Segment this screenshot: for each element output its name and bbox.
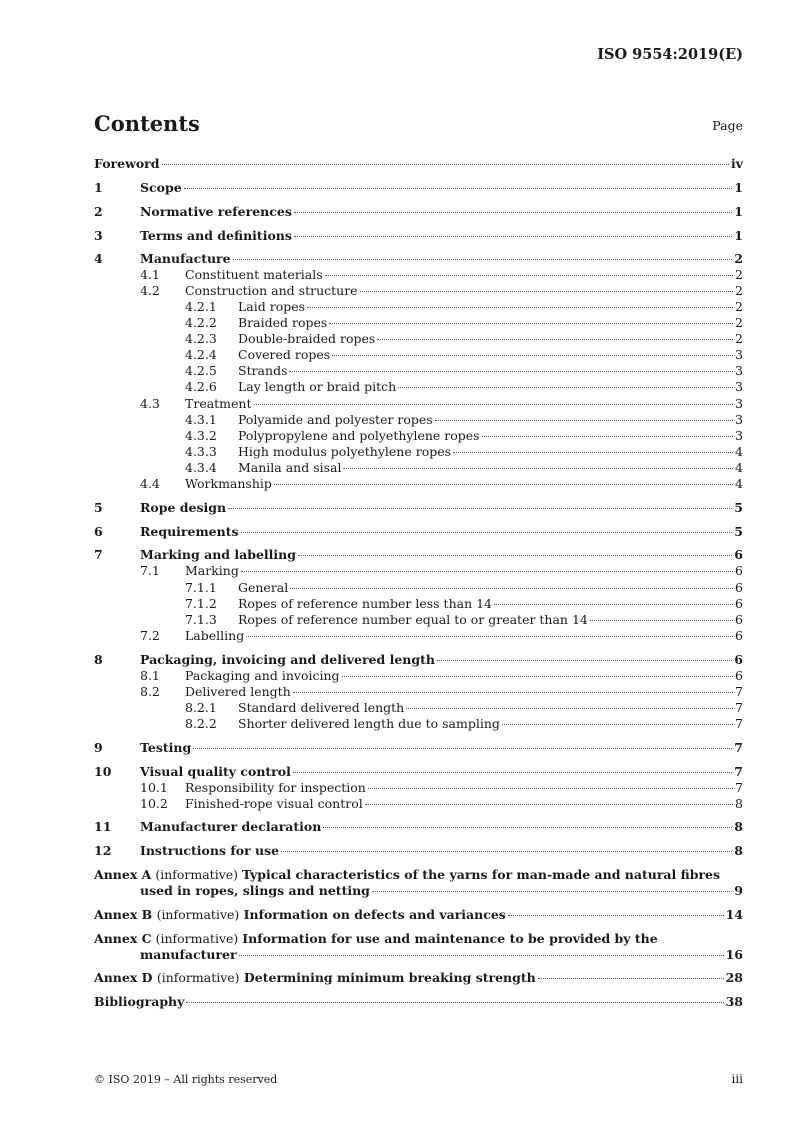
toc-number: 4.3.1: [185, 412, 217, 427]
copyright-notice: © ISO 2019 – All rights reserved: [94, 1073, 278, 1086]
toc-number: 4: [94, 251, 103, 266]
toc-number: 8.2: [140, 684, 160, 699]
toc-entry-4-2-6[interactable]: [94, 379, 743, 395]
leader-dots: [293, 692, 733, 693]
leader-dots: [590, 620, 733, 621]
toc-entry-4-3-4[interactable]: [94, 460, 743, 476]
toc-entry-10[interactable]: [94, 764, 743, 780]
leader-dots: [274, 484, 733, 485]
toc-number: 10.2: [140, 796, 168, 811]
toc-page: 7: [735, 780, 743, 795]
toc-page: 1: [734, 180, 743, 195]
toc-page: 3: [735, 428, 743, 443]
toc-number: 4.2.5: [185, 363, 217, 378]
toc-entry-4-2-4[interactable]: [94, 347, 743, 363]
toc-entry-8-2-2[interactable]: [94, 716, 743, 732]
toc-title: Polypropylene and polyethylene ropes: [238, 428, 480, 443]
leader-dots: [254, 404, 734, 405]
toc-page: 3: [735, 363, 743, 378]
leader-dots: [246, 636, 733, 637]
toc-entry-7-1[interactable]: [94, 563, 743, 579]
toc-entry-6[interactable]: [94, 524, 743, 540]
annex-title: Determining minimum breaking strength: [243, 970, 536, 985]
toc-number: 4.2.2: [185, 315, 217, 330]
annex-informative: (informative): [155, 931, 239, 946]
toc-title: High modulus polyethylene ropes: [238, 444, 452, 459]
toc-entry-12[interactable]: [94, 843, 743, 859]
toc-page: 7: [734, 764, 743, 779]
toc-entry-4-3-1[interactable]: [94, 412, 743, 428]
toc-entry-5[interactable]: [94, 500, 743, 516]
toc-number: 8.2.2: [185, 716, 217, 731]
toc-entry-9[interactable]: [94, 740, 743, 756]
leader-dots: [453, 452, 733, 453]
toc-title: Laid ropes: [238, 299, 306, 314]
toc-number: 4.3: [140, 396, 160, 411]
toc-number: 4.2.6: [185, 379, 217, 394]
toc-entry-7-1-3[interactable]: [94, 612, 743, 628]
leader-dots: [289, 371, 733, 372]
toc-entry-4-2-2[interactable]: [94, 315, 743, 331]
toc-entry-annex-a[interactable]: [94, 867, 743, 899]
leader-dots: [241, 571, 733, 572]
standard-number: ISO 9554:2019(E): [597, 46, 743, 63]
leader-dots: [398, 387, 733, 388]
toc-title: Foreword: [94, 156, 160, 171]
toc-title: Normative references: [140, 204, 292, 219]
toc-page: 6: [735, 628, 743, 643]
toc-entry-4-3-2[interactable]: [94, 428, 743, 444]
leader-dots: [162, 164, 729, 165]
toc-page: 7: [735, 716, 743, 731]
toc-title: Ropes of reference number equal to or greater than 14: [238, 612, 588, 627]
toc-page: 3: [735, 379, 743, 394]
toc-number: 7.1.1: [185, 580, 217, 595]
toc-entry-4-4[interactable]: [94, 476, 743, 492]
toc-entry-4[interactable]: [94, 251, 743, 267]
toc-title: General: [238, 580, 289, 595]
leader-dots: [293, 772, 732, 773]
leader-dots: [368, 788, 733, 789]
toc-title: Shorter delivered length due to sampling: [238, 716, 500, 731]
toc-entry-10-1[interactable]: [94, 780, 743, 796]
toc-entry-8-1[interactable]: [94, 668, 743, 684]
toc-entry-10-2[interactable]: [94, 796, 743, 812]
leader-dots: [298, 555, 732, 556]
toc-title: Ropes of reference number less than 14: [238, 596, 492, 611]
toc-title: Testing: [140, 740, 192, 755]
page-number: iii: [731, 1072, 743, 1086]
toc-page: 1: [734, 228, 743, 243]
toc-entry-4-2-1[interactable]: [94, 299, 743, 315]
toc-entry-7-1-2[interactable]: [94, 596, 743, 612]
toc-entry-annex-b[interactable]: [94, 907, 743, 923]
toc-title: Marking: [185, 563, 239, 578]
annex-prefix: Annex B: [94, 907, 153, 922]
toc-title: Marking and labelling: [140, 547, 297, 562]
toc-number: 5: [94, 500, 103, 515]
toc-page: 6: [735, 580, 743, 595]
toc-entry-2[interactable]: [94, 204, 743, 220]
annex-prefix: Annex D: [94, 970, 153, 985]
toc-page: 16: [725, 947, 743, 962]
annex-title: Information for use and maintenance to be provided by the: [242, 931, 658, 946]
toc-page: 2: [735, 331, 743, 346]
toc-number: 11: [94, 819, 112, 834]
toc-number: 7.2: [140, 628, 160, 643]
toc-entry-4-2[interactable]: [94, 283, 743, 299]
leader-dots: [307, 307, 733, 308]
toc-page: 8: [735, 796, 743, 811]
toc-number: 4.1: [140, 267, 160, 282]
leader-dots: [482, 436, 733, 437]
toc-number: 4.2.4: [185, 347, 217, 362]
toc-entry-4-3-3[interactable]: [94, 444, 743, 460]
toc-number: 2: [94, 204, 103, 219]
leader-dots: [502, 724, 733, 725]
leader-dots: [294, 236, 732, 237]
toc-entry-4-1[interactable]: [94, 267, 743, 283]
leader-dots: [323, 827, 732, 828]
toc-number: 6: [94, 524, 103, 539]
toc-number: 4.3.2: [185, 428, 217, 443]
toc-number: 4.2: [140, 283, 160, 298]
leader-dots: [325, 275, 733, 276]
toc-page: 6: [734, 652, 743, 667]
toc-page: 7: [735, 684, 743, 699]
toc-number: 4.4: [140, 476, 160, 491]
toc-title: Standard delivered length: [238, 700, 405, 715]
toc-page: 6: [735, 563, 743, 578]
toc-page: 38: [725, 994, 743, 1009]
toc-number: 4.2.3: [185, 331, 217, 346]
toc-entry-annex-d[interactable]: [94, 970, 743, 986]
toc-page: 8: [734, 843, 743, 858]
toc-title: Construction and structure: [185, 283, 358, 298]
toc-title: Manufacture: [140, 251, 231, 266]
toc-entry-foreword[interactable]: [94, 156, 743, 172]
toc-title: Responsibility for inspection: [185, 780, 366, 795]
leader-dots: [329, 323, 733, 324]
toc-page: 2: [735, 283, 743, 298]
leader-dots: [281, 851, 732, 852]
toc-entry-4-2-5[interactable]: [94, 363, 743, 379]
toc-entry-7-1-1[interactable]: [94, 580, 743, 596]
page-title: Contents: [94, 111, 200, 136]
toc-title: Bibliography: [94, 994, 185, 1009]
leader-dots: [294, 212, 732, 213]
toc-entry-8[interactable]: [94, 652, 743, 668]
leader-dots: [437, 660, 732, 661]
leader-dots: [538, 978, 724, 979]
leader-dots: [239, 955, 724, 956]
toc-entry-4-3[interactable]: [94, 396, 743, 412]
leader-dots: [332, 355, 733, 356]
toc-title: Manufacturer declaration: [140, 819, 322, 834]
annex-informative: (informative): [156, 907, 240, 922]
toc-number: 8.2.1: [185, 700, 217, 715]
toc-page: 1: [734, 204, 743, 219]
annex-title: Information on defects and variances: [243, 907, 506, 922]
toc-entry-3[interactable]: [94, 228, 743, 244]
annex-title-cont: manufacturer: [140, 947, 237, 962]
toc-page: 3: [735, 347, 743, 362]
toc-title: Instructions for use: [140, 843, 280, 858]
toc-number: 1: [94, 180, 103, 195]
toc-page: 5: [734, 524, 743, 539]
leader-dots: [406, 708, 733, 709]
leader-dots: [343, 468, 733, 469]
toc-number: 7: [94, 547, 103, 562]
toc-page: 6: [735, 612, 743, 627]
toc-page: 8: [734, 819, 743, 834]
leader-dots: [290, 588, 733, 589]
toc-entry-7-2[interactable]: [94, 628, 743, 644]
toc-title: Double-braided ropes: [238, 331, 376, 346]
toc-title: Packaging and invoicing: [185, 668, 340, 683]
toc-page: 6: [734, 547, 743, 562]
toc-number: 7.1.3: [185, 612, 217, 627]
leader-dots: [342, 676, 734, 677]
toc-entry-8-2[interactable]: [94, 684, 743, 700]
toc-title: Workmanship: [185, 476, 272, 491]
toc-entry-11[interactable]: [94, 819, 743, 835]
toc-title: Labelling: [185, 628, 245, 643]
toc-title: Rope design: [140, 500, 227, 515]
leader-dots: [184, 188, 733, 189]
toc-page: 2: [734, 251, 743, 266]
toc-entry-bibliography[interactable]: [94, 994, 743, 1010]
toc-title: Delivered length: [185, 684, 291, 699]
toc-title: Strands: [238, 363, 288, 378]
toc-entry-8-2-1[interactable]: [94, 700, 743, 716]
leader-dots: [365, 804, 733, 805]
leader-dots: [360, 291, 733, 292]
toc-page: 3: [735, 412, 743, 427]
toc-title: Polyamide and polyester ropes: [238, 412, 433, 427]
toc-title: Scope: [140, 180, 182, 195]
toc-title: Requirements: [140, 524, 239, 539]
toc-page: 6: [735, 668, 743, 683]
toc-title: Packaging, invoicing and delivered length: [140, 652, 435, 667]
toc-number: 10.1: [140, 780, 168, 795]
toc-page: 14: [725, 907, 743, 922]
toc-number: 12: [94, 843, 112, 858]
toc-number: 8: [94, 652, 103, 667]
toc-title: Visual quality control: [140, 764, 291, 779]
leader-dots: [193, 748, 732, 749]
leader-dots: [228, 508, 732, 509]
annex-prefix: Annex C: [94, 931, 152, 946]
leader-dots: [377, 339, 733, 340]
annex-informative: (informative): [156, 970, 240, 985]
leader-dots: [241, 532, 733, 533]
toc-title: Terms and definitions: [140, 228, 292, 243]
toc-page: 4: [735, 444, 743, 459]
toc-page: 5: [734, 500, 743, 515]
toc-number: 7.1: [140, 563, 160, 578]
toc-title: Finished-rope visual control: [185, 796, 363, 811]
toc-number: 4.3.4: [185, 460, 217, 475]
annex-title: Typical characteristics of the yarns for man-made and natural fibres: [242, 867, 721, 882]
annex-informative: (informative): [155, 867, 239, 882]
toc-page: 2: [735, 267, 743, 282]
toc-number: 4.2.1: [185, 299, 217, 314]
leader-dots: [372, 891, 732, 892]
toc-page: iv: [730, 156, 743, 171]
toc-number: 7.1.2: [185, 596, 217, 611]
toc-page: 4: [735, 460, 743, 475]
page-column-label: Page: [712, 118, 743, 133]
toc-entry-7[interactable]: [94, 547, 743, 563]
toc-page: 4: [735, 476, 743, 491]
toc-number: 9: [94, 740, 103, 755]
toc-number: 4.3.3: [185, 444, 217, 459]
toc-page: 7: [734, 740, 743, 755]
toc-page: 2: [735, 299, 743, 314]
toc-number: 8.1: [140, 668, 160, 683]
toc-page: 7: [735, 700, 743, 715]
toc-entry-4-2-3[interactable]: [94, 331, 743, 347]
toc-title: Lay length or braid pitch: [238, 379, 397, 394]
toc-number: 3: [94, 228, 103, 243]
leader-dots: [233, 259, 733, 260]
leader-dots: [435, 420, 733, 421]
toc-page: 9: [734, 883, 743, 898]
toc-page: 3: [735, 396, 743, 411]
toc-title: Braided ropes: [238, 315, 328, 330]
leader-dots: [186, 1002, 723, 1003]
annex-prefix: Annex A: [94, 867, 152, 882]
toc-page: 2: [735, 315, 743, 330]
toc-title: Manila and sisal: [238, 460, 342, 475]
leader-dots: [494, 604, 733, 605]
toc-entry-1[interactable]: [94, 180, 743, 196]
toc-page: 28: [725, 970, 743, 985]
toc-number: 10: [94, 764, 112, 779]
toc-title: Constituent materials: [185, 267, 323, 282]
leader-dots: [508, 915, 724, 916]
toc-page: 6: [735, 596, 743, 611]
toc-title: Covered ropes: [238, 347, 331, 362]
annex-title-cont: used in ropes, slings and netting: [140, 883, 370, 898]
toc-entry-annex-c[interactable]: [94, 931, 743, 963]
toc-title: Treatment: [185, 396, 252, 411]
